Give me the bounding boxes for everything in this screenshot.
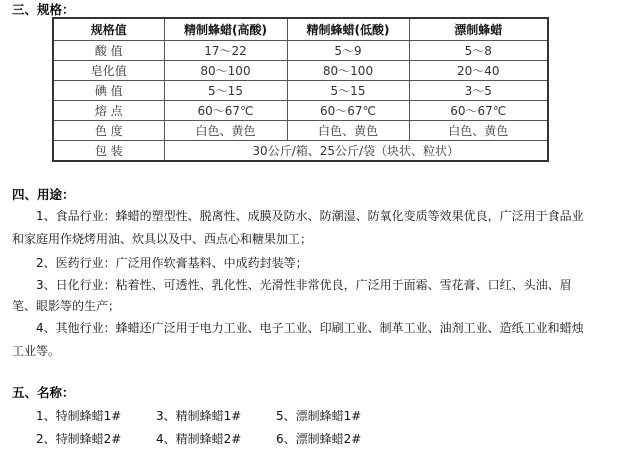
table-cell: 酸 值 — [53, 41, 164, 61]
table-cell: 5～9 — [287, 41, 409, 61]
name-item: 2、特制蜂蜡2# — [36, 432, 122, 446]
table-cell: 白色、黄色 — [164, 121, 287, 141]
table-cell: 80～100 — [164, 61, 287, 81]
table-cell: 5～8 — [409, 41, 548, 61]
header-cell: 漂制蜂蜡 — [409, 18, 548, 41]
table-row — [53, 41, 548, 61]
table-cell: 白色、黄色 — [287, 121, 409, 141]
uses-heading: 四、用途： — [12, 187, 75, 202]
uses-line: 4、其他行业：蜂蜡还广泛用于电力工业、电子工业、印刷工业、制革工业、油剂工业、造纸工业和蜡烛 — [36, 321, 584, 335]
table-row — [53, 61, 548, 81]
uses-line: 3、日化行业：粘着性、可透性、乳化性、光滑性非常优良，广泛用于面霜、雪花膏、口红、头油、眉 — [36, 278, 572, 292]
name-item: 4、精制蜂蜡2# — [156, 432, 242, 446]
table-cell: 17～22 — [164, 41, 287, 61]
table-cell: 包 装 — [53, 141, 164, 162]
table-row — [53, 121, 548, 141]
header-cell: 精制蜂蜡(低酸) — [287, 18, 409, 41]
table-cell: 60～67℃ — [409, 101, 548, 121]
uses-line: 笔、眼影等的生产； — [12, 299, 121, 313]
name-item: 6、漂制蜂蜡2# — [276, 432, 362, 446]
table-header-row — [53, 18, 548, 41]
table-cell: 20～40 — [409, 61, 548, 81]
spec-heading: 三、规格： — [12, 2, 75, 17]
uses-line: 和家庭用作烧烤用油、炊具以及中、西点心和糖果加工； — [12, 232, 313, 246]
header-cell: 规格值 — [53, 18, 164, 41]
table-cell: 碘 值 — [53, 81, 164, 101]
table-row — [53, 101, 548, 121]
table-cell: 熔 点 — [53, 101, 164, 121]
table-row — [53, 81, 548, 101]
table-cell: 30公斤/箱、25公斤/袋（块状、粒状） — [164, 141, 548, 162]
uses-line: 工业等。 — [12, 344, 61, 358]
table-cell: 3～5 — [409, 81, 548, 101]
spec-table — [52, 17, 549, 162]
name-item: 1、特制蜂蜡1# — [36, 409, 122, 423]
table-row — [53, 141, 548, 162]
table-cell: 白色、黄色 — [409, 121, 548, 141]
table-cell: 80～100 — [287, 61, 409, 81]
table-cell: 60～67℃ — [287, 101, 409, 121]
name-item: 5、漂制蜂蜡1# — [276, 409, 362, 423]
uses-line: 1、食品行业：蜂蜡的塑型性、脱离性、成膜及防水、防潮湿、防氧化变质等效果优良，广泛用于食品业 — [36, 209, 584, 223]
header-cell: 精制蜂蜡(高酸) — [164, 18, 287, 41]
names-heading: 五、名称： — [12, 385, 75, 400]
table-cell: 5～15 — [164, 81, 287, 101]
table-cell: 5～15 — [287, 81, 409, 101]
table-cell: 色 度 — [53, 121, 164, 141]
name-item: 3、精制蜂蜡1# — [156, 409, 242, 423]
table-cell: 60～67℃ — [164, 101, 287, 121]
table-cell: 皂化值 — [53, 61, 164, 81]
uses-line: 2、医药行业：广泛用作软膏基料、中成药封装等； — [36, 256, 308, 270]
